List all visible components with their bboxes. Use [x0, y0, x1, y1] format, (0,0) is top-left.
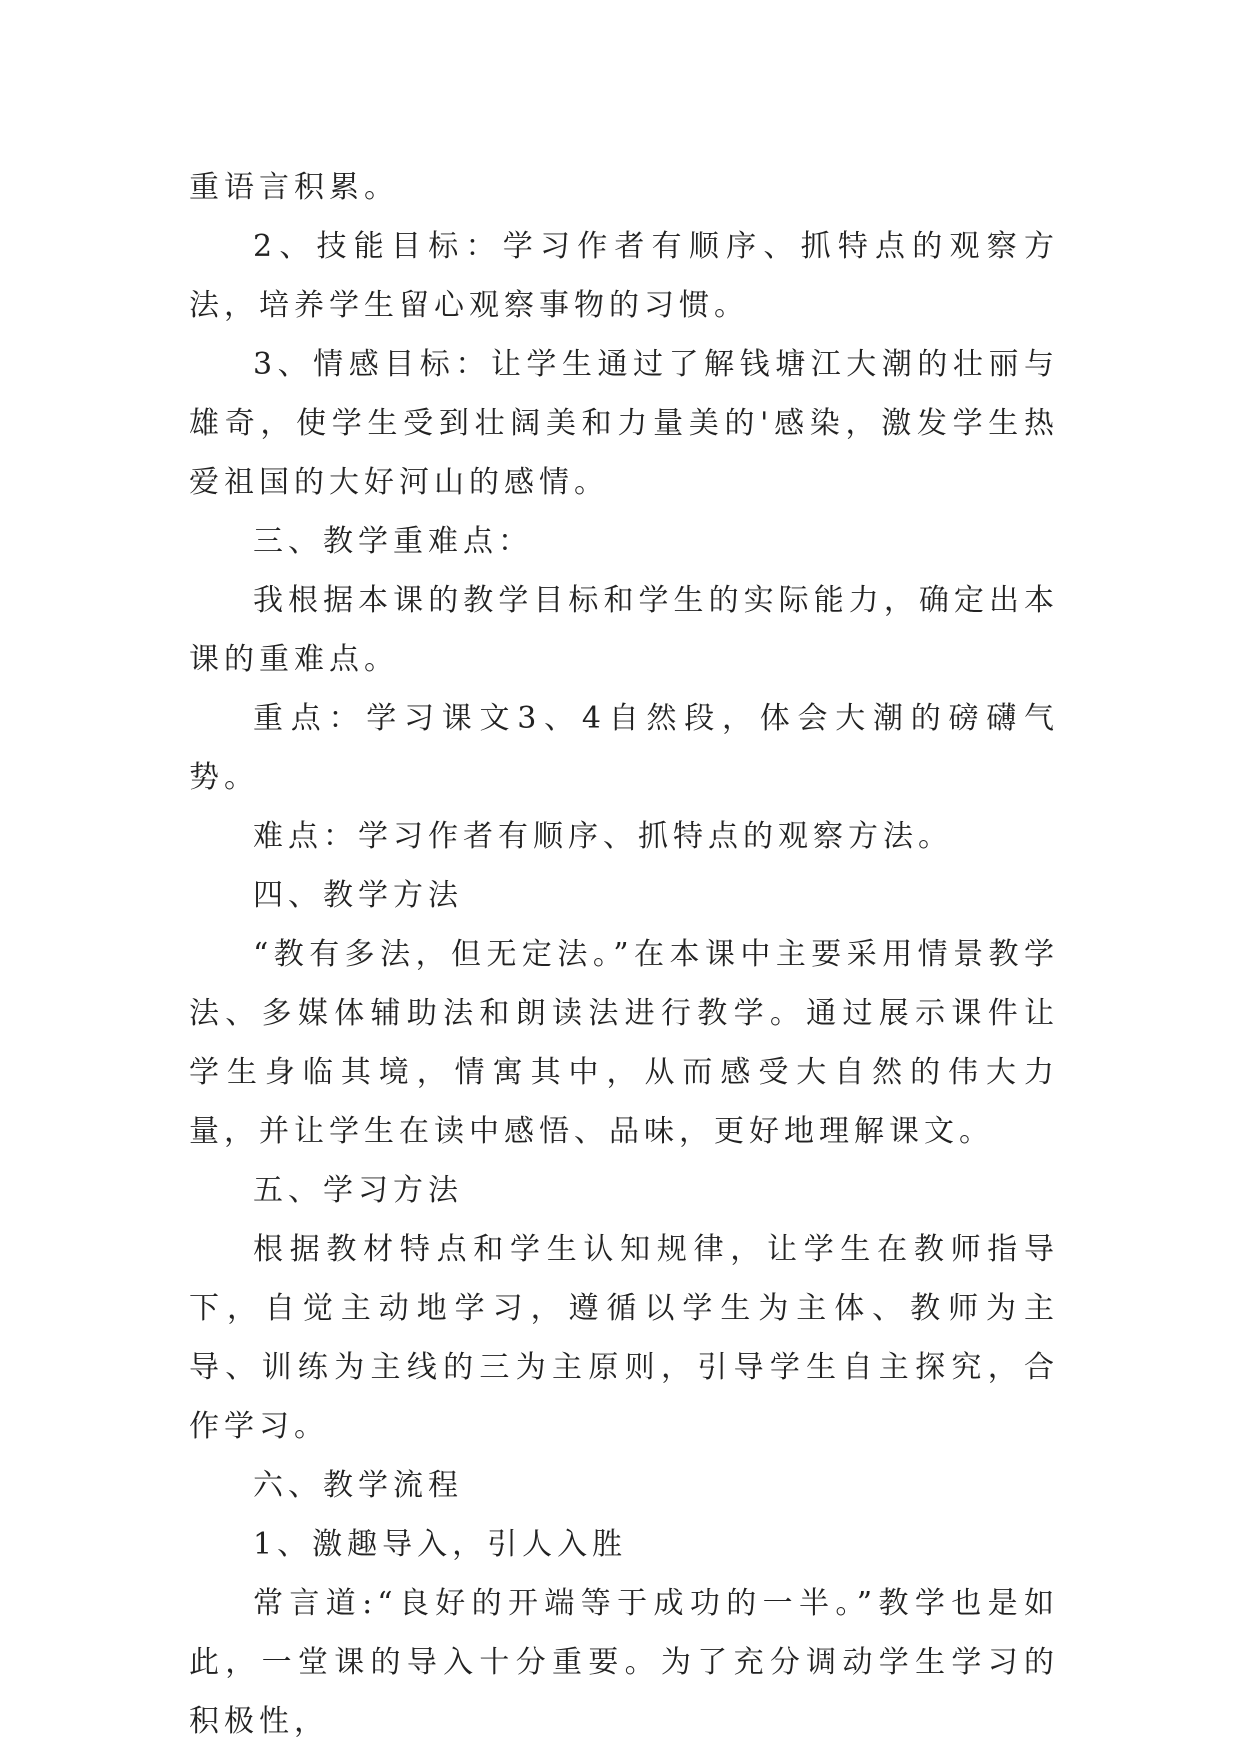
document-body: [189, 158, 1059, 1751]
paragraph: 2、技能目标：学习作者有顺序、抓特点的观察方法，培养学生留心观察事物的习惯。: [189, 229, 1059, 323]
subsection-heading: 1、激趣导入，引人入胜: [253, 1527, 628, 1562]
section-heading: 四、教学方法: [253, 878, 463, 913]
paragraph: 根据教材特点和学生认知规律，让学生在教师指导下，自觉主动地学习，遵循以学生为主体、教师为主导、训练为主线的三为主原则，引导学生自主探究，合作学习。: [189, 1232, 1059, 1444]
paragraph: 我根据本课的教学目标和学生的实际能力，确定出本课的重难点。: [189, 583, 1059, 677]
section-heading: 五、学习方法: [253, 1173, 463, 1208]
section-heading: 六、教学流程: [253, 1468, 463, 1503]
section-heading: 三、教学重难点：: [253, 524, 533, 559]
paragraph: 难点：学习作者有顺序、抓特点的观察方法。: [253, 819, 953, 854]
paragraph: 重点：学习课文3、4自然段，体会大潮的磅礴气势。: [189, 701, 1059, 795]
paragraph: 重语言积累。: [189, 170, 399, 205]
paragraph: 常言道:“良好的开端等于成功的一半。”教学也是如此，一堂课的导入十分重要。为了充分调动学生学习的积极性，: [189, 1586, 1059, 1739]
paragraph: “教有多法，但无定法。”在本课中主要采用情景教学法、多媒体辅助法和朗读法进行教学。通过展示课件让学生身临其境，情寓其中，从而感受大自然的伟大力量，并让学生在读中感悟、品味，更好地理解课文。: [189, 937, 1059, 1149]
paragraph: 3、情感目标：让学生通过了解钱塘江大潮的壮丽与雄奇，使学生受到壮阔美和力量美的'感染，激发学生热爱祖国的大好河山的感情。: [189, 347, 1059, 500]
